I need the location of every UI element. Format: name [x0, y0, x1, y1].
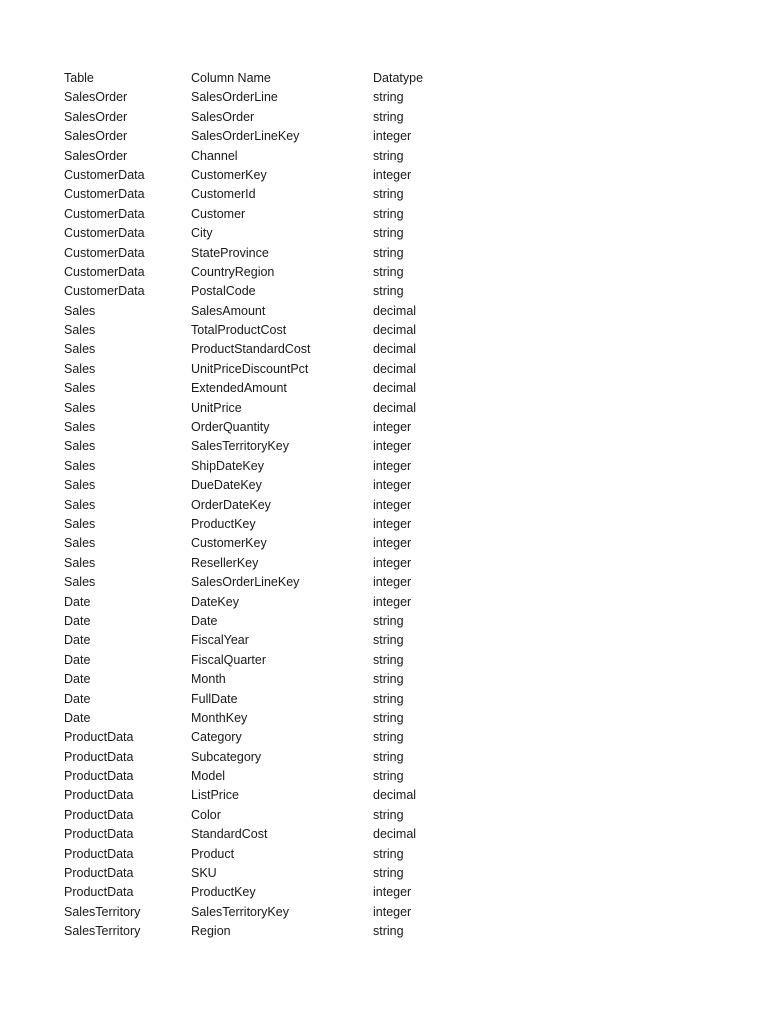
cell-table: Sales [64, 323, 96, 338]
cell-table: CustomerData [64, 245, 145, 260]
cell-datatype: string [373, 846, 404, 861]
cell-table: CustomerData [64, 284, 145, 299]
cell-datatype: integer [373, 478, 412, 493]
cell-datatype: string [373, 730, 404, 745]
cell-datatype: string [373, 90, 404, 105]
cell-datatype: integer [373, 555, 412, 570]
cell-column-name: CustomerKey [191, 167, 267, 182]
cell-datatype: integer [373, 516, 412, 531]
cell-table: Date [64, 672, 91, 687]
cell-datatype: integer [373, 439, 412, 454]
cell-column-name: ExtendedAmount [191, 381, 287, 396]
cell-datatype: integer [373, 420, 412, 435]
cell-datatype: decimal [373, 323, 417, 338]
cell-column-name: SalesAmount [191, 303, 266, 318]
cell-datatype: string [373, 613, 404, 628]
cell-datatype: decimal [373, 788, 417, 803]
cell-datatype: string [373, 148, 404, 163]
cell-column-name: CountryRegion [191, 264, 275, 279]
cell-column-name: ProductKey [191, 885, 256, 900]
cell-datatype: string [373, 769, 404, 784]
cell-datatype: integer [373, 536, 412, 551]
cell-table: Date [64, 594, 91, 609]
cell-datatype: integer [373, 497, 412, 512]
cell-table: Date [64, 710, 91, 725]
cell-table: Sales [64, 516, 96, 531]
cell-column-name: TotalProductCost [191, 323, 287, 338]
cell-column-name: ResellerKey [191, 555, 259, 570]
cell-column-name: SalesOrderLine [191, 90, 278, 105]
cell-datatype: string [373, 109, 404, 124]
cell-column-name: Subcategory [191, 749, 262, 764]
header-table: Table [64, 71, 94, 85]
cell-column-name: FiscalYear [191, 633, 249, 648]
cell-datatype: string [373, 672, 404, 687]
cell-column-name: Channel [191, 148, 238, 163]
cell-datatype: integer [373, 904, 412, 919]
cell-column-name: ListPrice [191, 788, 239, 803]
cell-column-name: Month [191, 672, 226, 687]
cell-table: SalesOrder [64, 90, 128, 105]
cell-datatype: string [373, 264, 404, 279]
header-datatype: Datatype [373, 71, 424, 85]
cell-table: SalesTerritory [64, 924, 141, 939]
cell-datatype: string [373, 187, 404, 202]
cell-column-name: CustomerKey [191, 536, 267, 551]
cell-datatype: string [373, 206, 404, 221]
cell-table: ProductData [64, 807, 134, 822]
cell-table: CustomerData [64, 264, 145, 279]
cell-table: Sales [64, 575, 96, 590]
cell-table: Sales [64, 342, 96, 357]
cell-datatype: string [373, 226, 404, 241]
cell-column-name: DueDateKey [191, 478, 262, 493]
cell-column-name: OrderDateKey [191, 497, 271, 512]
cell-column-name: CustomerId [191, 187, 256, 202]
cell-column-name: Region [191, 924, 231, 939]
cell-datatype: string [373, 924, 404, 939]
cell-datatype: decimal [373, 342, 417, 357]
cell-column-name: DateKey [191, 594, 239, 609]
cell-datatype: integer [373, 594, 412, 609]
cell-column-name: FullDate [191, 691, 238, 706]
cell-table: ProductData [64, 749, 134, 764]
cell-datatype: decimal [373, 827, 417, 842]
cell-datatype: integer [373, 885, 412, 900]
cell-table: Date [64, 613, 91, 628]
cell-table: SalesOrder [64, 129, 128, 144]
cell-datatype: decimal [373, 400, 417, 415]
cell-table: Date [64, 691, 91, 706]
cell-column-name: ProductStandardCost [191, 342, 311, 357]
cell-column-name: Product [191, 846, 235, 861]
header-column-name: Column Name [191, 71, 271, 85]
cell-column-name: UnitPrice [191, 400, 242, 415]
cell-table: ProductData [64, 769, 134, 784]
cell-table: Date [64, 633, 91, 648]
cell-table: SalesOrder [64, 148, 128, 163]
cell-table: Sales [64, 420, 96, 435]
cell-table: ProductData [64, 866, 134, 881]
cell-datatype: integer [373, 575, 412, 590]
cell-column-name: SalesOrderLineKey [191, 129, 300, 144]
cell-table: ProductData [64, 885, 134, 900]
cell-column-name: FiscalQuarter [191, 652, 267, 667]
cell-datatype: decimal [373, 303, 417, 318]
cell-datatype: decimal [373, 361, 417, 376]
cell-table: ProductData [64, 846, 134, 861]
cell-column-name: SalesTerritoryKey [191, 439, 289, 454]
cell-column-name: City [191, 226, 213, 241]
cell-column-name: MonthKey [191, 710, 248, 725]
cell-table: CustomerData [64, 167, 145, 182]
cell-column-name: OrderQuantity [191, 420, 270, 435]
cell-column-name: StandardCost [191, 827, 268, 842]
cell-column-name: StateProvince [191, 245, 269, 260]
cell-datatype: string [373, 652, 404, 667]
cell-column-name: UnitPriceDiscountPct [191, 361, 309, 376]
cell-datatype: string [373, 710, 404, 725]
cell-table: Sales [64, 536, 96, 551]
cell-table: Sales [64, 555, 96, 570]
cell-column-name: Category [191, 730, 242, 745]
cell-table: Sales [64, 303, 96, 318]
cell-table: SalesTerritory [64, 904, 141, 919]
cell-table: Sales [64, 478, 96, 493]
cell-datatype: string [373, 633, 404, 648]
cell-table: Sales [64, 497, 96, 512]
cell-column-name: Color [191, 807, 221, 822]
cell-column-name: Model [191, 769, 226, 784]
cell-datatype: string [373, 245, 404, 260]
cell-datatype: string [373, 807, 404, 822]
cell-datatype: integer [373, 167, 412, 182]
cell-column-name: Date [191, 613, 218, 628]
cell-column-name: SalesOrder [191, 109, 255, 124]
cell-datatype: string [373, 866, 404, 881]
cell-datatype: decimal [373, 381, 417, 396]
cell-table: Date [64, 652, 91, 667]
cell-datatype: string [373, 284, 404, 299]
cell-table: SalesOrder [64, 109, 128, 124]
cell-table: CustomerData [64, 187, 145, 202]
cell-table: ProductData [64, 730, 134, 745]
cell-column-name: Customer [191, 206, 246, 221]
cell-table: Sales [64, 458, 96, 473]
cell-table: Sales [64, 381, 96, 396]
cell-column-name: SKU [191, 866, 217, 881]
cell-datatype: integer [373, 129, 412, 144]
cell-table: Sales [64, 439, 96, 454]
cell-datatype: string [373, 749, 404, 764]
cell-table: CustomerData [64, 206, 145, 221]
cell-table: CustomerData [64, 226, 145, 241]
cell-table: ProductData [64, 788, 134, 803]
cell-table: ProductData [64, 827, 134, 842]
cell-table: Sales [64, 361, 96, 376]
cell-column-name: SalesTerritoryKey [191, 904, 289, 919]
cell-column-name: PostalCode [191, 284, 256, 299]
cell-datatype: string [373, 691, 404, 706]
cell-datatype: integer [373, 458, 412, 473]
cell-column-name: ProductKey [191, 516, 256, 531]
cell-column-name: ShipDateKey [191, 458, 264, 473]
cell-column-name: SalesOrderLineKey [191, 575, 300, 590]
cell-table: Sales [64, 400, 96, 415]
